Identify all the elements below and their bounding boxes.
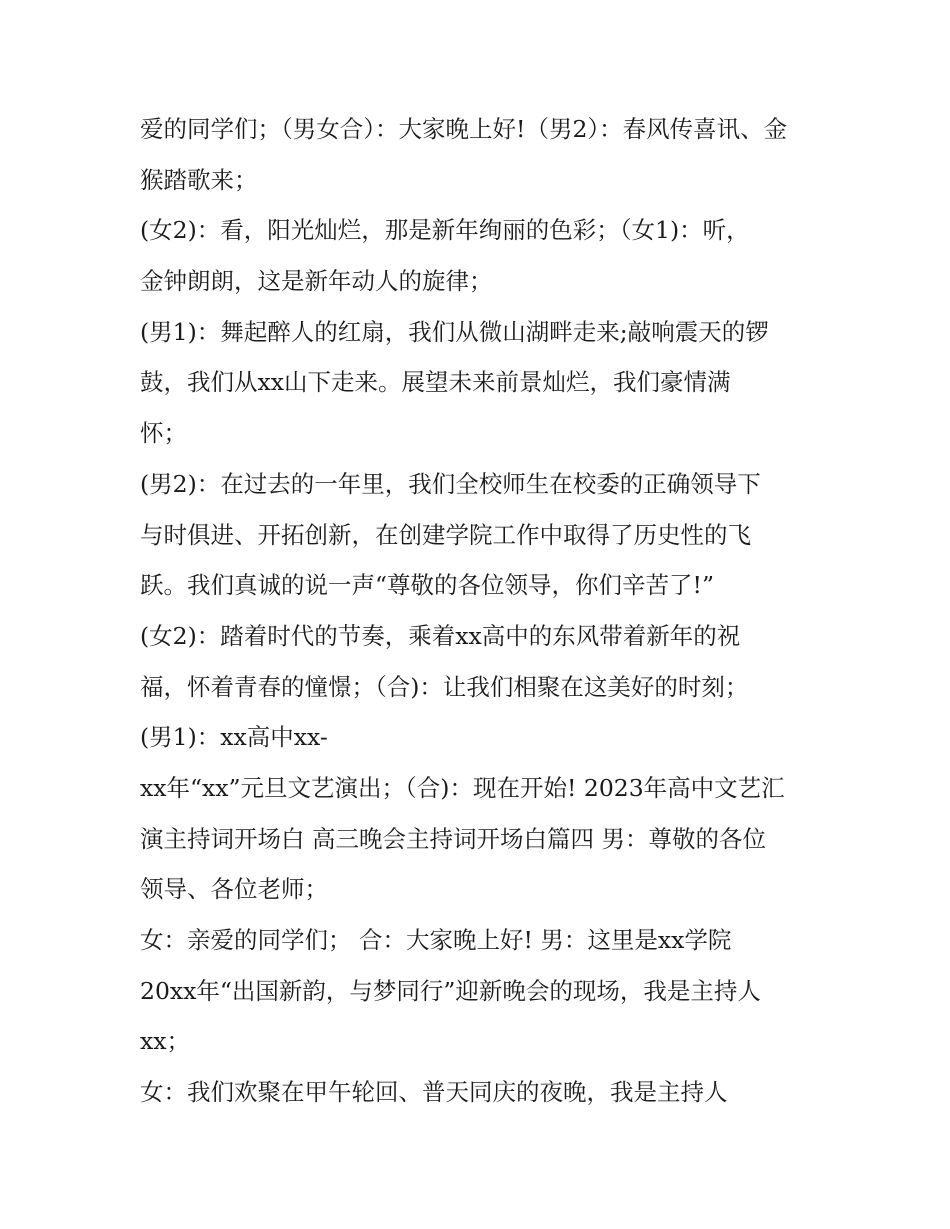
text-line: 领导、各位老师； [140,875,328,904]
text-line: 猴踏歌来； [140,165,258,194]
document-page [140,104,820,1118]
text-line: (女2)：看，阳光灿烂，那是新年绚丽的色彩；（女1)：听， [140,216,750,245]
text-line: 跃。我们真诚的说一声“尊敬的各位领导，你们辛苦了!” [140,571,714,600]
text-line: 怀； [140,419,187,448]
text-line: 福，怀着青春的憧憬；（合)：让我们相聚在这美好的时刻； [140,672,749,701]
text-line: 演主持词开场白 高三晚会主持词开场白篇四 男：尊敬的各位 [140,824,766,853]
text-line: 与时俱进、开拓创新，在创建学院工作中取得了历史性的飞 [140,520,751,549]
text-line: (女2)：踏着时代的节奏，乘着xx高中的东风带着新年的祝 [140,621,741,650]
text-line: (男1)：xx高中xx- [140,723,328,752]
text-line: 20xx年“出国新韵，与梦同行”迎新晚会的现场，我是主持人 [140,976,761,1005]
text-line: (男2)：在过去的一年里，我们全校师生在校委的正确领导下 [140,469,761,498]
text-line: 女：亲爱的同学们； 合：大家晚上好! 男：这里是xx学院 [140,926,732,954]
text-line: 女：我们欢聚在甲午轮回、普天同庆的夜晚，我是主持人 [140,1078,728,1107]
text-line: 爱的同学们；（男女合）：大家晚上好!（男2）：春风传喜讯、金 [140,115,788,143]
text-line: 鼓，我们从xx山下走来。展望未来前景灿烂，我们豪情满 [140,368,731,397]
text-line: xx年“xx”元旦文艺演出；（合)：现在开始! 2023年高中文艺汇 [140,773,785,802]
text-line: 金钟朗朗，这是新年动人的旋律； [140,267,493,296]
text-line: (男1)：舞起醉人的红扇，我们从微山湖畔走来;敲响震天的锣 [140,317,769,346]
text-line: xx； [140,1027,191,1056]
